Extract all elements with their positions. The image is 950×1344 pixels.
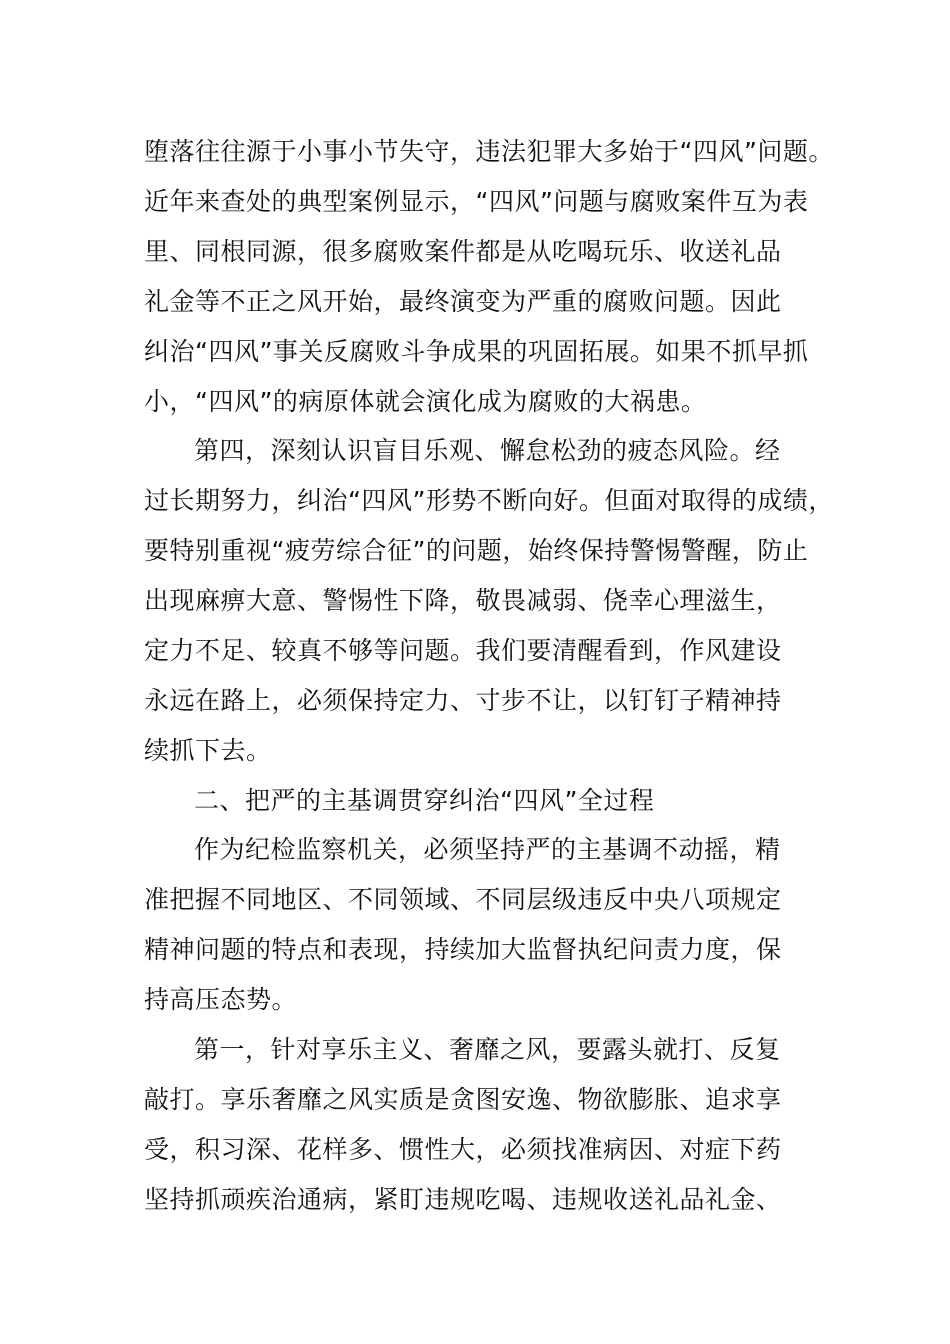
text-line-21: 受，积习深、花样多、惯性大，必须找准病因、对症下药 [144,1135,782,1164]
text-line-13: 续抓下去。 [144,736,272,765]
text-line-10: 出现麻痹大意、警惕性下降，敬畏减弱、侥幸心理滋生， [144,586,782,615]
text-line-1: 堕落往往源于小事小节失守，违法犯罪大多始于“四风”问题。 [144,137,834,166]
text-line-17: 精神问题的特点和表现，持续加大监督执纪问责力度，保 [144,935,782,964]
text-line-2: 近年来查处的典型案例显示，“四风”问题与腐败案件互为表 [144,187,809,216]
text-line-3: 里、同根同源，很多腐败案件都是从吃喝玩乐、收送礼品 [144,237,782,266]
paragraph-point-1-first-line: 第一，针对享乐主义、奢靡之风，要露头就打、反复 [194,1035,781,1064]
text-line-20: 敲打。享乐奢靡之风实质是贪图安逸、物欲膨胀、追求享 [144,1085,782,1114]
text-line-16: 准把握不同地区、不同领域、不同层级违反中央八项规定 [144,885,782,914]
paragraph-4-first-line: 第四，深刻认识盲目乐观、懈怠松劲的疲态风险。经 [194,436,781,465]
text-line-9: 要特别重视“疲劳综合征”的问题，始终保持警惕警醒，防止 [144,536,809,565]
text-line-18: 持高压态势。 [144,985,298,1014]
text-line-8: 过长期努力，纠治“四风”形势不断向好。但面对取得的成绩， [144,486,834,515]
text-line-12: 永远在路上，必须保持定力、寸步不让，以钉钉子精神持 [144,686,782,715]
text-line-6: 小，“四风”的病原体就会演化成为腐败的大祸患。 [144,387,707,416]
section-heading: 二、把严的主基调贯穿纠治“四风”全过程 [194,786,655,815]
text-line-4: 礼金等不正之风开始，最终演变为严重的腐败问题。因此 [144,287,782,316]
paragraph-section-2-first-line: 作为纪检监察机关，必须坚持严的主基调不动摇，精 [194,835,781,864]
text-line-11: 定力不足、较真不够等问题。我们要清醒看到，作风建设 [144,636,782,665]
text-line-5: 纠治“四风”事关反腐败斗争成果的巩固拓展。如果不抓早抓 [144,337,809,366]
text-line-22: 坚持抓顽疾治通病，紧盯违规吃喝、违规收送礼品礼金、 [144,1185,782,1214]
